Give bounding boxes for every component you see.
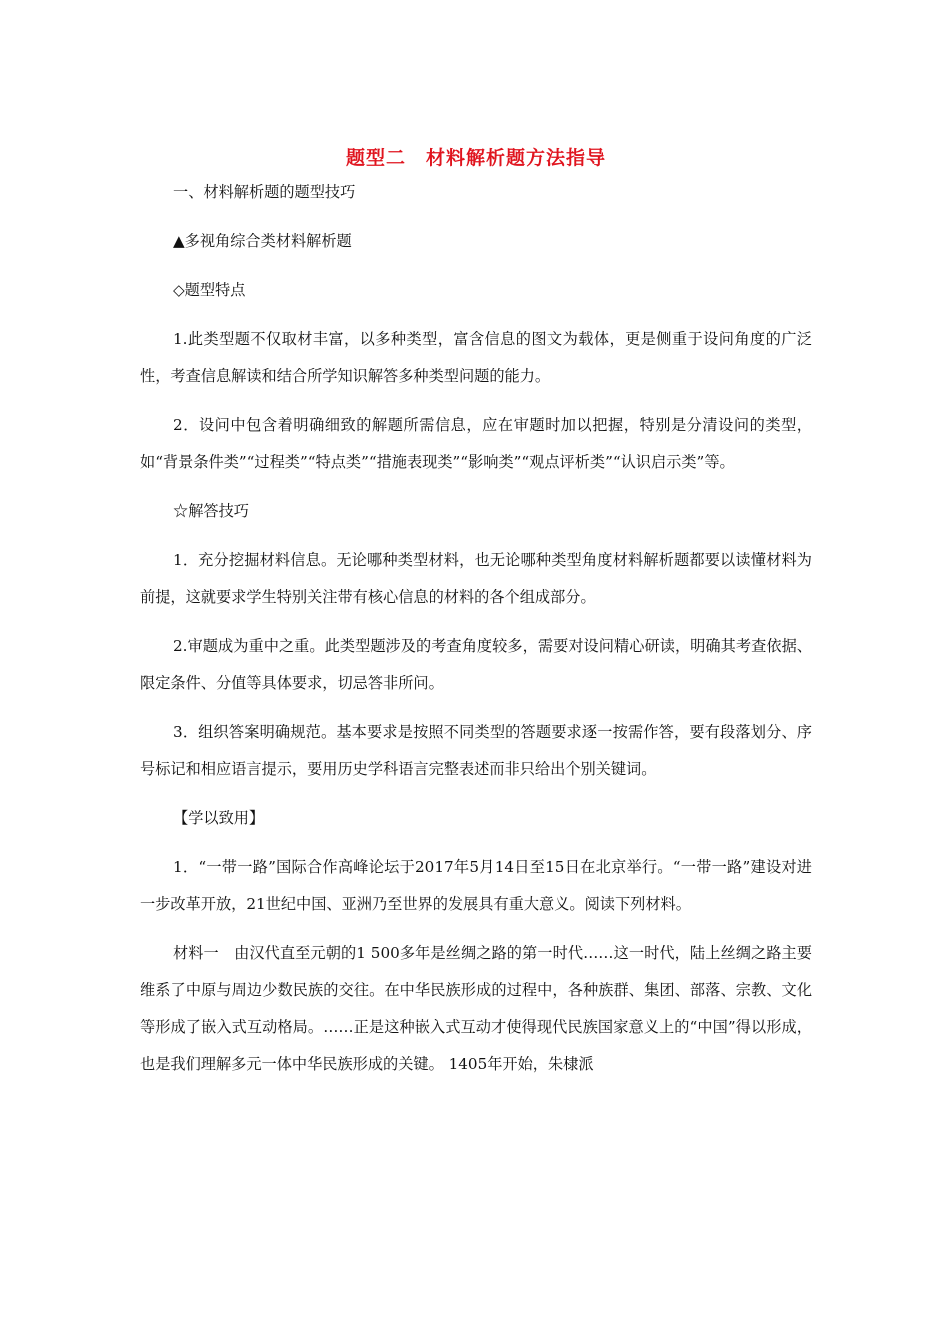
practice-heading: 【学以致用】	[173, 809, 265, 827]
subsection-heading: ▲多视角综合类材料解析题	[173, 232, 352, 250]
document-title: 题型二 材料解析题方法指导	[345, 147, 606, 169]
skill-paragraph-3: 3．组织答案明确规范。基本要求是按照不同类型的答题要求逐一按需作答，要有段落划分、序号标记和相应语言提示，要用历史学科语言完整表述而非只给出个别关键词。	[140, 723, 812, 778]
document-page	[140, 140, 812, 1083]
skill-paragraph-2: 2.审题成为重中之重。此类型题涉及的考查角度较多，需要对设问精心研读，明确其考查依据、限定条件、分值等具体要求，切忌答非所问。	[140, 637, 812, 692]
section-heading: 一、材料解析题的题型技巧	[173, 183, 356, 201]
skill-heading: ☆解答技巧	[173, 502, 249, 520]
feature-paragraph-1: 1.此类型题不仅取材丰富，以多种类型，富含信息的图文为载体，更是侧重于设问角度的广泛性，考查信息解读和结合所学知识解答多种类型问题的能力。	[140, 330, 812, 385]
feature-paragraph-2: 2．设问中包含着明确细致的解题所需信息，应在审题时加以把握，特别是分清设问的类型，如“背景条件类”“过程类”“特点类”“措施表现类”“影响类”“观点评析类”“认识启示类”等。	[140, 416, 812, 471]
question-1: 1．“一带一路”国际合作高峰论坛于2017年5月14日至15日在北京举行。“一带一路”建设对进一步改革开放，21世纪中国、亚洲乃至世界的发展具有重大意义。阅读下列材料。	[140, 858, 812, 913]
feature-heading: ◇题型特点	[173, 281, 246, 299]
material-1: 材料一 由汉代直至元朝的1 500多年是丝绸之路的第一时代……这一时代，陆上丝绸之路主要维系了中原与周边少数民族的交往。在中华民族形成的过程中，各种族群、集团、部落、宗教、文化等形成了嵌入式互动格局。……正是这种嵌入式互动才使得现代民族国家意义上的“中国”得以形成，也是我们理解多元一体中华民族形成的关键。 1405年开始，朱棣派	[140, 944, 812, 1073]
skill-paragraph-1: 1．充分挖掘材料信息。无论哪种类型材料，也无论哪种类型角度材料解析题都要以读懂材料为前提，这就要求学生特别关注带有核心信息的材料的各个组成部分。	[140, 551, 812, 606]
